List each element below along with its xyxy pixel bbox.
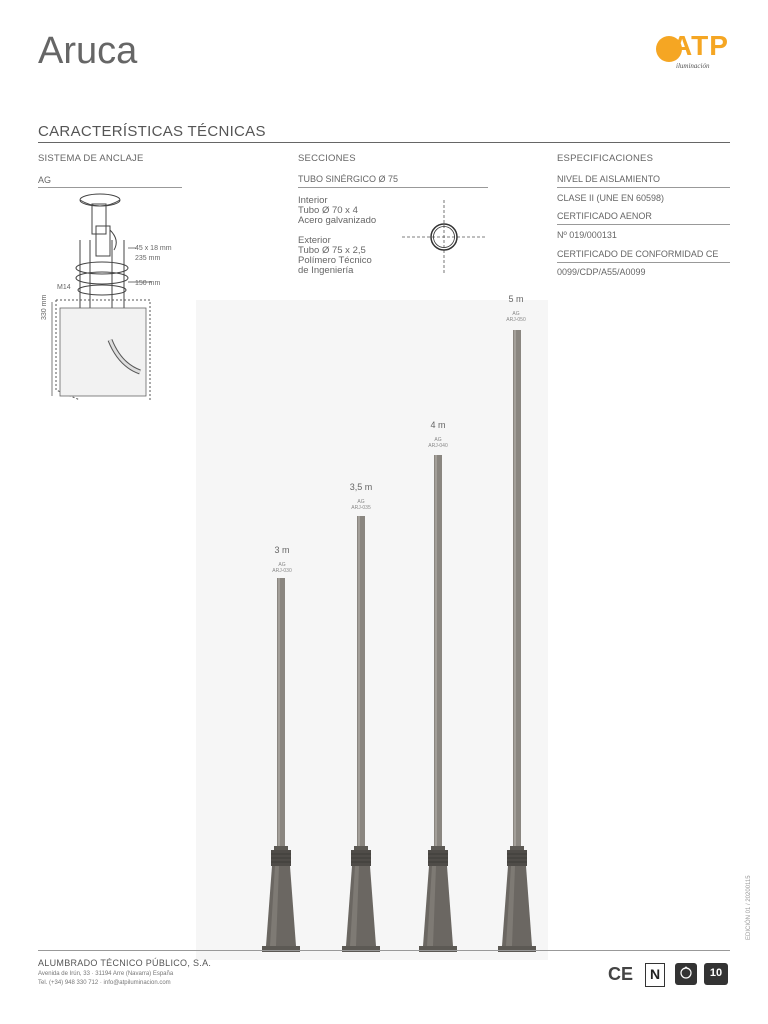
spec-rule-2 (557, 224, 730, 225)
spec-rule-1 (557, 187, 730, 188)
dim-m14: M14 (57, 284, 71, 291)
exterior-line-4: de Ingeniería (298, 265, 354, 276)
exterior-line-3: Polímero Técnico (298, 255, 372, 266)
exterior-line-1: Exterior (298, 235, 331, 246)
dim-45x18: 45 x 18 mm (135, 245, 172, 252)
pole-image-5m (494, 330, 540, 952)
pole-height-label: 3 m (274, 545, 290, 555)
sections-value: TUBO SINÉRGICO Ø 75 (298, 174, 399, 184)
dim-235: 235 mm (135, 255, 161, 262)
exterior-spec (298, 236, 372, 276)
spec-row-1: NIVEL DE AISLAMIENTO (557, 174, 661, 184)
pole-height-label: 4 m (430, 420, 446, 430)
spec-row-2: CLASE II (UNE EN 60598) (557, 193, 665, 203)
pole-code-label: ARJ-035 (351, 505, 371, 511)
pole-height-label: 5 m (508, 294, 524, 304)
sections-heading: SECCIONES (298, 153, 356, 164)
sections-rule (298, 187, 488, 188)
footer-rule (38, 950, 730, 951)
specs-heading: ESPECIFICACIONES (557, 153, 654, 164)
footer-contact: Tel. (+34) 948 330 712 · info@atpiluminacion.com (38, 980, 171, 986)
warranty-10-icon: 10 (704, 963, 728, 985)
dim-330: 330 mm (41, 294, 48, 320)
pole-anchor-label: AG (357, 499, 365, 505)
anchor-heading: SISTEMA DE ANCLAJE (38, 153, 144, 164)
pole-anchor-label: AG (434, 437, 442, 443)
anchor-value: AG (38, 175, 52, 185)
footer-company: ALUMBRADO TÉCNICO PÚBLICO, S.A. (38, 958, 212, 968)
pole-code-label: ARJ-040 (428, 443, 448, 449)
pole-code-label: ARJ-030 (272, 568, 292, 574)
n-certification-icon: N (645, 963, 665, 987)
pole-image-3-5m (338, 516, 384, 952)
anchor-rule (38, 187, 182, 188)
interior-line-3: Acero galvanizado (298, 215, 377, 226)
spec-row-3: CERTIFICADO AENOR (557, 211, 652, 221)
section-title: CARACTERÍSTICAS TÉCNICAS (38, 123, 266, 140)
exterior-line-2: Tubo Ø 75 x 2,5 (298, 245, 366, 256)
atp-logo (656, 32, 734, 76)
spec-row-6: 0099/CDP/A55/A0099 (557, 267, 646, 277)
spec-row-4: Nº 019/000131 (557, 230, 617, 240)
spec-row-5: CERTIFICADO DE CONFORMIDAD CE (557, 249, 719, 259)
interior-spec (298, 196, 376, 226)
section-rule (38, 142, 730, 143)
anchor-diagram (40, 190, 190, 400)
footer-address: Avenida de Irún, 33 · 31194 Arre (Navarra) España (38, 971, 174, 977)
logo-subtitle: iluminación (676, 62, 710, 70)
ce-mark-icon: CE (608, 964, 634, 984)
tube-section-icon (402, 200, 486, 274)
recycle-icon (675, 963, 697, 985)
pole-image-3m (258, 578, 304, 952)
interior-line-2: Tubo Ø 70 x 4 (298, 205, 358, 216)
dim-150: 150 mm (135, 280, 161, 287)
logo-text: ATP (672, 30, 729, 61)
page-title: Aruca (38, 30, 138, 72)
edition-label: EDICIÓN 01 / 20200115 (746, 875, 752, 940)
spec-rule-3 (557, 262, 730, 263)
pole-code-label: ARJ-050 (506, 317, 526, 323)
pole-image-4m (415, 455, 461, 952)
pole-height-label: 3,5 m (349, 482, 373, 492)
pole-anchor-label: AG (512, 311, 520, 317)
interior-line-1: Interior (298, 195, 328, 206)
pole-anchor-label: AG (278, 562, 286, 568)
